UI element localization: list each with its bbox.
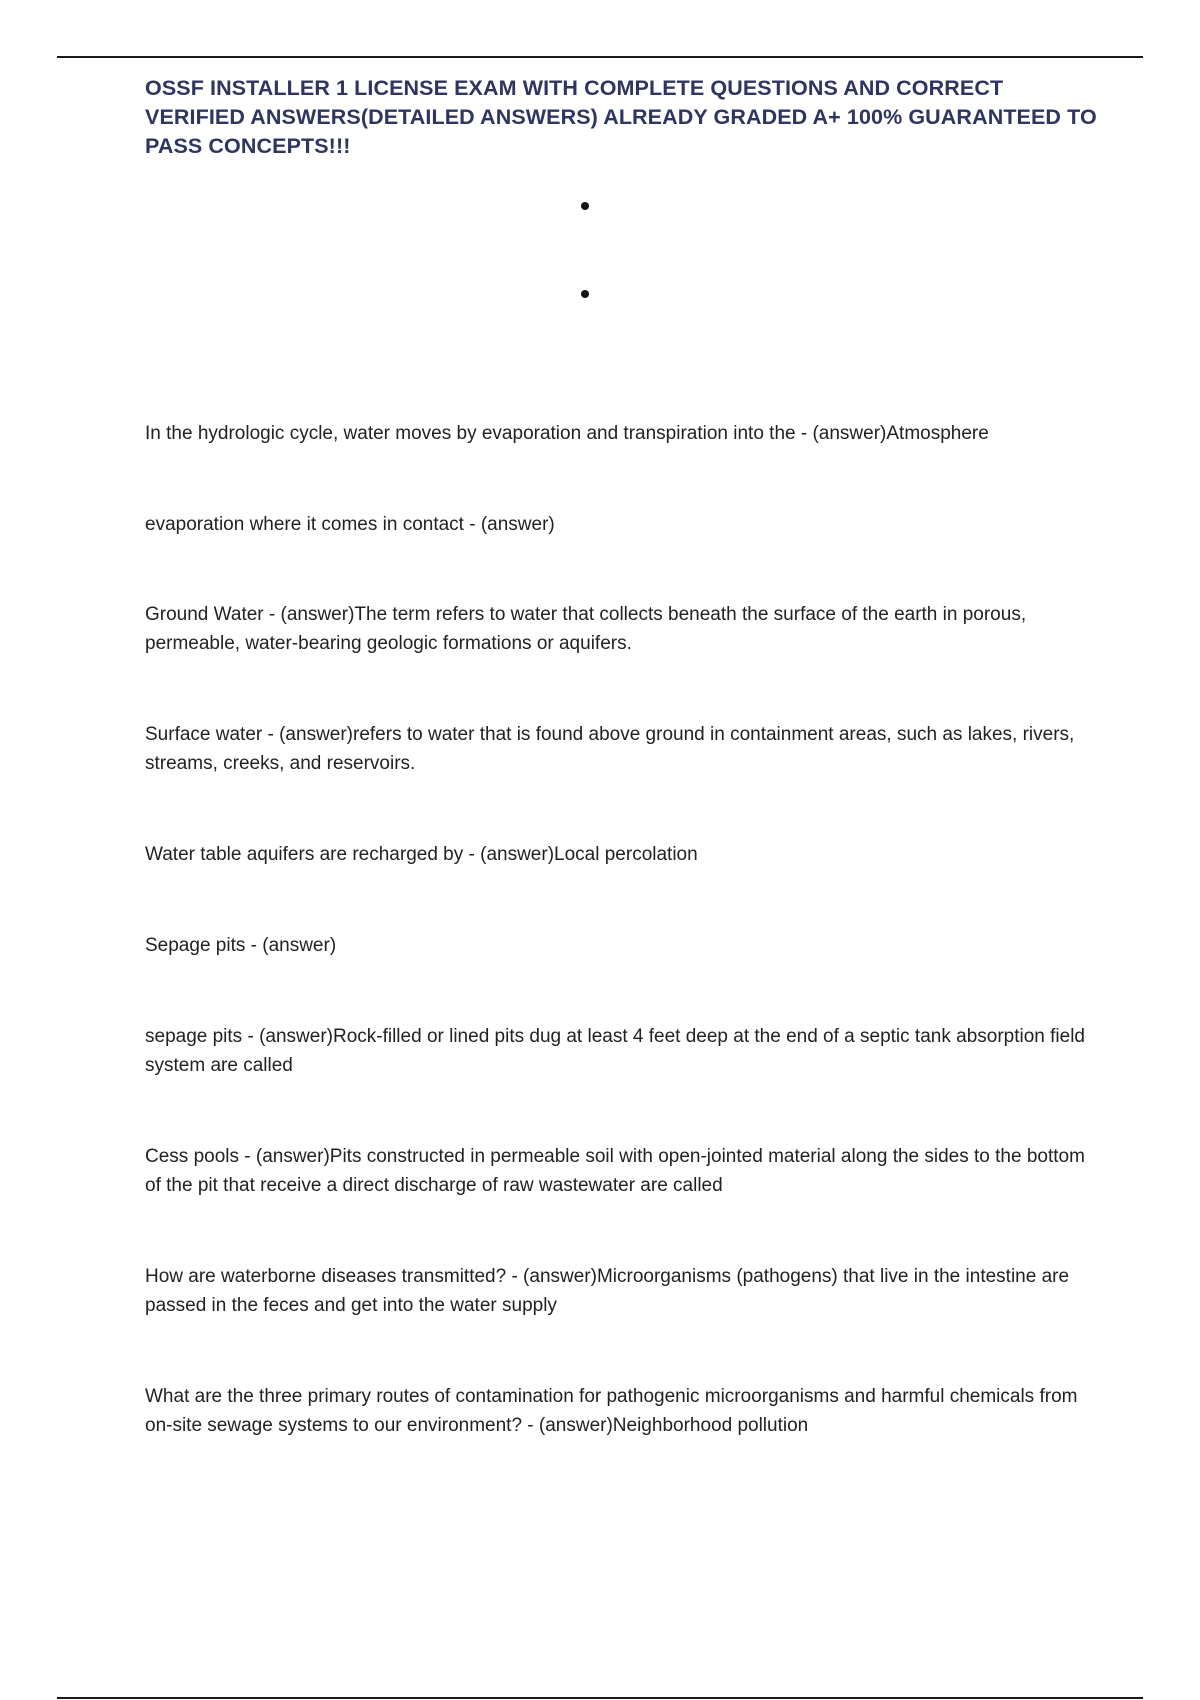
qa-entry: Surface water - (answer)refers to water that is found above ground in containment areas, such as lakes, rivers, streams, creeks, and reservoirs.	[145, 724, 1075, 774]
qa-entry: Sepage pits - (answer)	[145, 935, 337, 956]
bullet-marker	[581, 290, 589, 298]
document-title: OSSF INSTALLER 1 LICENSE EXAM WITH COMPLETE QUESTIONS AND CORRECT VERIFIED ANSWERS(DETAILED ANSWERS) ALREADY GRADED A+ 100% GUARANTEED TO PASS CONCEPTS!!!	[145, 76, 1097, 158]
qa-entry: sepage pits - (answer)Rock-filled or lined pits dug at least 4 feet deep at the end of a septic tank absorption field system are called	[145, 1026, 1085, 1076]
qa-entry: How are waterborne diseases transmitted? - (answer)Microorganisms (pathogens) that live in the intestine are passed in the feces and get into the water supply	[145, 1266, 1070, 1316]
top-divider	[57, 56, 1143, 58]
bottom-divider	[57, 1697, 1143, 1699]
qa-entry: Water table aquifers are recharged by - (answer)Local percolation	[145, 844, 698, 865]
qa-entry: Ground Water - (answer)The term refers to water that collects beneath the surface of the earth in porous, permeable, water-bearing geologic formations or aquifers.	[145, 604, 1027, 654]
qa-entry: What are the three primary routes of contamination for pathogenic microorganisms and harmful chemicals from on-site sewage systems to our environment? - (answer)Neighborhood pollution	[145, 1386, 1078, 1436]
qa-entry: evaporation where it comes in contact - (answer)	[145, 514, 555, 535]
qa-entry: Cess pools - (answer)Pits constructed in permeable soil with open-jointed material along the sides to the bottom of the pit that receive a direct discharge of raw wastewater are called	[145, 1146, 1085, 1196]
bullet-marker	[581, 202, 589, 210]
qa-entry: In the hydrologic cycle, water moves by evaporation and transpiration into the - (answer)Atmosphere	[145, 423, 989, 444]
